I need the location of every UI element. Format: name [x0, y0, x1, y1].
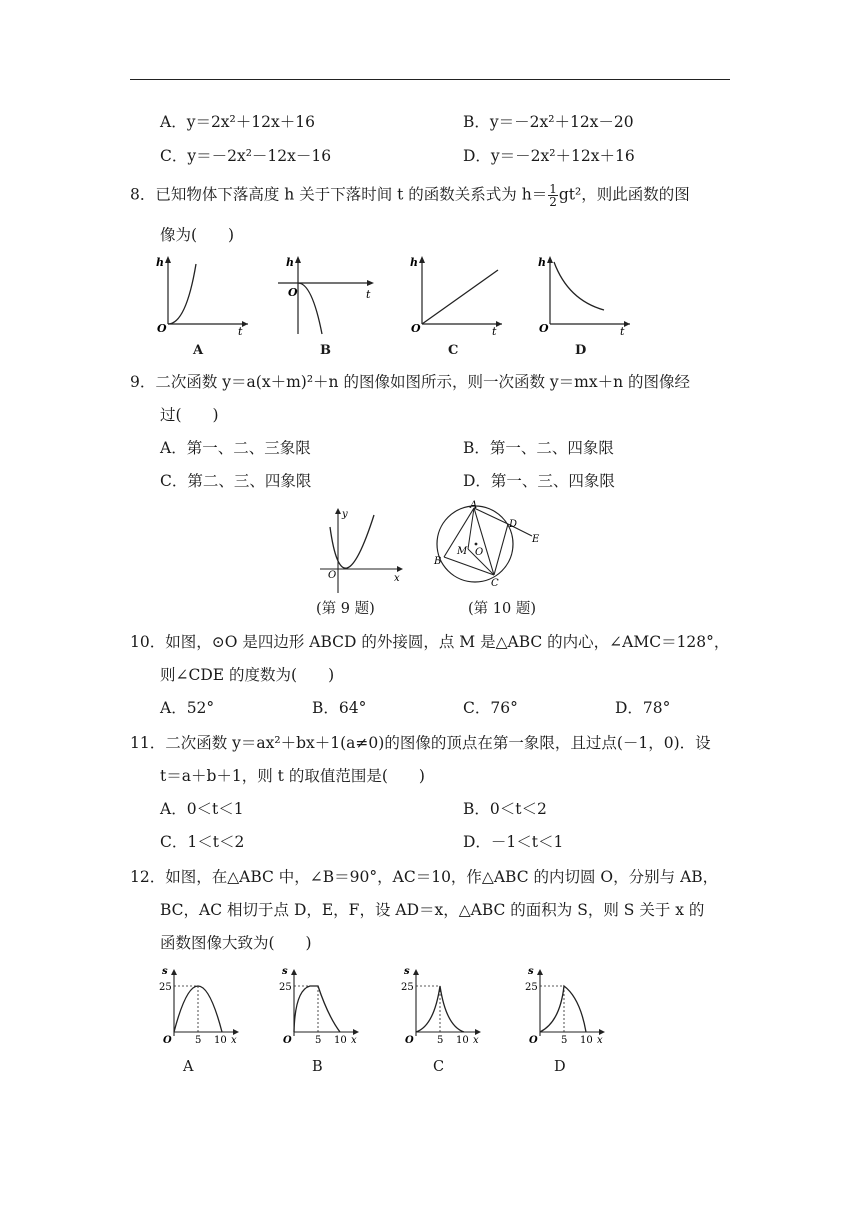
q12-a-tick-5: 5 — [195, 1035, 202, 1046]
q10-figure-caption: (第 10 题) — [468, 601, 536, 617]
q9-option-d[interactable]: D．第一、三、四象限 — [463, 472, 615, 490]
q12-b-axis-x: x — [351, 1035, 357, 1046]
q8-label-d: D — [575, 343, 587, 358]
q8-fraction — [548, 183, 558, 208]
q9-option-a[interactable]: A．第一、二、三象限 — [160, 439, 311, 457]
q12-a-axis-s: s — [162, 966, 168, 977]
q9-option-c[interactable]: C．第二、三、四象限 — [160, 472, 312, 490]
q9-figure-caption: (第 9 题) — [316, 601, 375, 617]
q12-graph-b[interactable] — [278, 964, 368, 1049]
q7-option-c[interactable]: C．y＝－2x²－12x－16 — [160, 147, 332, 165]
q12-d-tick-5: 5 — [561, 1035, 568, 1046]
q11-option-d[interactable]: D．－1＜t＜1 — [463, 833, 564, 851]
q9-option-b[interactable]: B．第一、二、四象限 — [463, 439, 614, 457]
q8-c-axis-h: h — [410, 256, 418, 269]
q10-point-b: B — [434, 556, 442, 567]
q12-d-axis-x: x — [597, 1035, 603, 1046]
q8-graph-d[interactable] — [530, 252, 640, 338]
q11-option-b[interactable]: B．0＜t＜2 — [463, 800, 547, 818]
q8-label-c: C — [448, 343, 459, 358]
q10-point-c: C — [491, 578, 499, 589]
q12-b-origin: O — [283, 1035, 292, 1046]
q9-axis-x: x — [394, 573, 400, 584]
q8-a-axis-t: t — [238, 325, 243, 338]
q12-label-b: B — [312, 1059, 323, 1075]
q8-fraction-denominator: 2 — [549, 195, 557, 209]
q10-point-a: A — [470, 500, 478, 511]
q10-stem-line2: 则∠CDE 的度数为( ) — [160, 666, 335, 684]
q9-axis-y: y — [342, 509, 348, 520]
q12-b-tick-5: 5 — [315, 1035, 322, 1046]
q8-label-a: A — [193, 343, 204, 358]
q10-point-e: E — [532, 534, 540, 545]
q8-a-axis-h: h — [156, 256, 164, 269]
q8-stem-line1 — [130, 183, 690, 208]
q12-d-tick-10: 10 — [580, 1035, 593, 1046]
q12-b-tick-10: 10 — [334, 1035, 347, 1046]
q12-c-axis-x: x — [473, 1035, 479, 1046]
q10-option-b[interactable]: B．64° — [312, 699, 367, 717]
q10-option-d[interactable]: D．78° — [615, 699, 671, 717]
q12-c-origin: O — [405, 1035, 414, 1046]
q12-stem-line2: BC，AC 相切于点 D，E，F，设 AD＝x，△ABC 的面积为 S，则 S 关于 x 的 — [160, 901, 705, 919]
q12-c-tick-10: 10 — [456, 1035, 469, 1046]
q12-d-axis-s: s — [528, 966, 534, 977]
q12-a-tick-25: 25 — [159, 982, 172, 993]
q8-graph-a[interactable] — [148, 252, 258, 338]
q12-b-tick-25: 25 — [279, 982, 292, 993]
q8-fraction-numerator: 1 — [549, 182, 557, 196]
q8-label-b: B — [320, 343, 331, 358]
q11-option-a[interactable]: A．0＜t＜1 — [160, 800, 244, 818]
q8-graph-c[interactable] — [402, 252, 512, 338]
q10-stem-line1: 10．如图，⊙O 是四边形 ABCD 的外接圆，点 M 是△ABC 的内心，∠AMC＝128°， — [130, 633, 730, 651]
q7-option-a[interactable]: A．y＝2x²＋12x＋16 — [160, 113, 315, 131]
q12-a-origin: O — [163, 1035, 172, 1046]
q11-stem-line1: 11．二次函数 y＝ax²＋bx＋1(a≠0)的图像的顶点在第一象限，且过点(－1，0)．设 — [130, 734, 711, 752]
q12-d-origin: O — [529, 1035, 538, 1046]
q12-stem-line3: 函数图像大致为( ) — [160, 934, 312, 952]
q12-b-axis-s: s — [282, 966, 288, 977]
q8-c-axis-t: t — [492, 325, 497, 338]
q12-label-d: D — [554, 1059, 566, 1075]
q9-origin: O — [328, 570, 337, 581]
q10-point-d: D — [509, 519, 518, 530]
q8-a-origin: O — [157, 322, 167, 335]
q12-graph-a[interactable] — [158, 964, 248, 1049]
q12-label-a: A — [183, 1059, 194, 1075]
q12-a-axis-x: x — [231, 1035, 237, 1046]
q7-option-d[interactable]: D．y＝－2x²＋12x＋16 — [463, 147, 635, 165]
q11-stem-line2: t＝a＋b＋1，则 t 的取值范围是( ) — [160, 767, 425, 785]
q12-graph-c[interactable] — [400, 964, 490, 1049]
q8-stem-line2: 像为( ) — [160, 226, 235, 244]
q8-b-axis-h: h — [286, 256, 294, 269]
q10-point-o: O — [475, 547, 484, 558]
q8-b-origin: O — [288, 286, 298, 299]
q12-label-c: C — [433, 1059, 445, 1075]
q10-point-m: M — [457, 546, 468, 557]
q12-stem-line1: 12．如图，在△ABC 中，∠B＝90°，AC＝10，作△ABC 的内切圆 O，分别与 AB， — [130, 868, 719, 886]
header-rule — [130, 79, 730, 80]
q7-option-b[interactable]: B．y＝－2x²＋12x－20 — [463, 113, 634, 131]
q8-b-axis-t: t — [366, 288, 371, 301]
q8-stem-part-a: 8．已知物体下落高度 h 关于下落时间 t 的函数关系式为 h＝ — [130, 185, 548, 204]
q8-c-origin: O — [411, 322, 421, 335]
q9-figure — [318, 505, 408, 595]
q10-option-c[interactable]: C．76° — [463, 699, 518, 717]
q12-c-tick-25: 25 — [401, 982, 414, 993]
q12-graph-d[interactable] — [524, 964, 614, 1049]
q8-d-axis-t: t — [620, 325, 625, 338]
q9-stem-line1: 9．二次函数 y＝a(x＋m)²＋n 的图像如图所示，则一次函数 y＝mx＋n 的图像经 — [130, 373, 690, 391]
q12-a-tick-10: 10 — [214, 1035, 227, 1046]
q12-d-tick-25: 25 — [525, 982, 538, 993]
q9-stem-line2: 过( ) — [160, 406, 219, 424]
q8-stem-part-b: gt²，则此函数的图 — [558, 185, 690, 204]
q8-graph-b[interactable] — [276, 252, 386, 337]
q10-figure — [430, 500, 550, 590]
q8-d-origin: O — [539, 322, 549, 335]
q10-option-a[interactable]: A．52° — [160, 699, 215, 717]
q12-c-axis-s: s — [404, 966, 410, 977]
q12-c-tick-5: 5 — [437, 1035, 444, 1046]
q11-option-c[interactable]: C．1＜t＜2 — [160, 833, 245, 851]
q8-d-axis-h: h — [538, 256, 546, 269]
